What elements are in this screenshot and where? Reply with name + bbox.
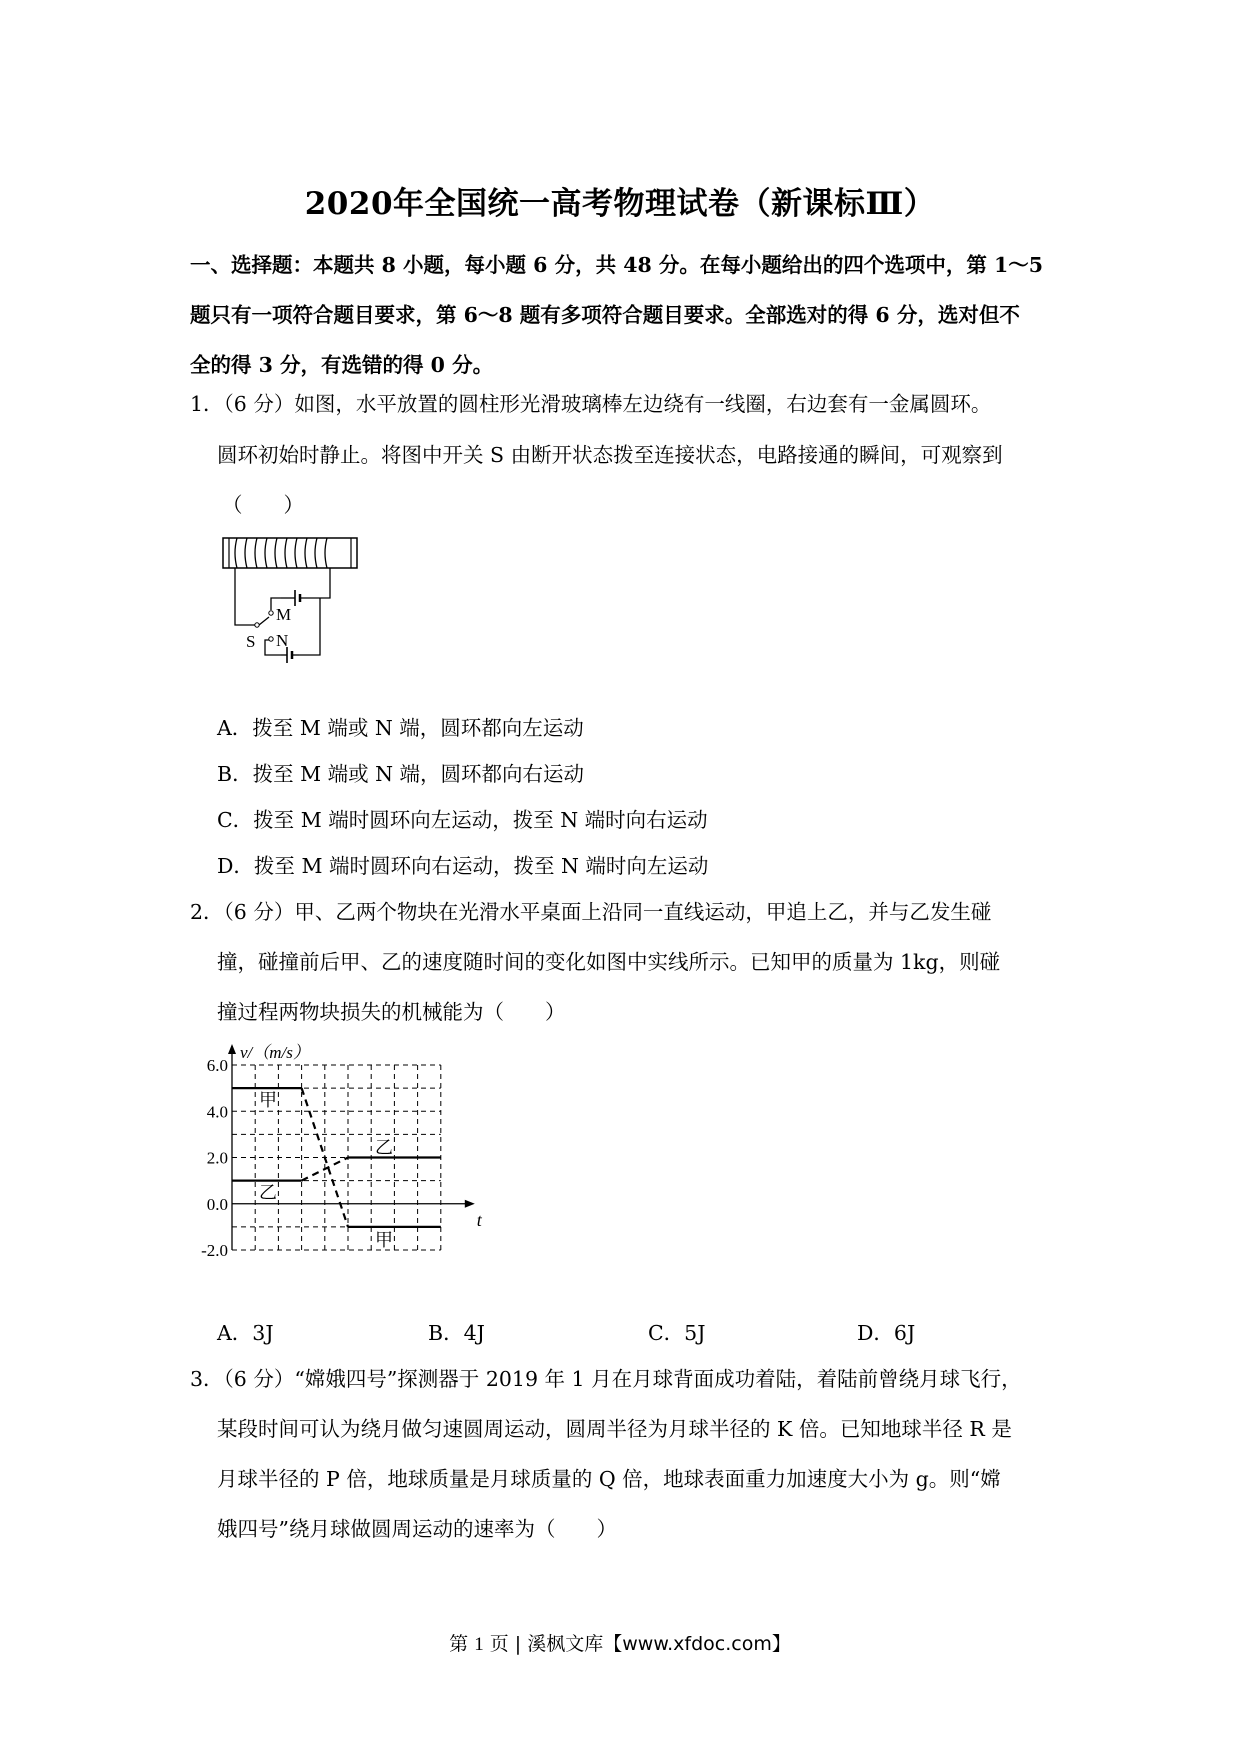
y-axis-label: v/（m/s）	[240, 1043, 310, 1062]
instruction-line: 一、选择题：本题共 8 小题，每小题 6 分，共 48 分。在每小题给出的四个选项中，第 1～5	[190, 253, 1044, 277]
switch-pivot	[255, 623, 259, 627]
q2-option-c[interactable]: C．5J	[648, 1321, 706, 1345]
q2-velocity-time-chart	[201, 1040, 540, 1300]
y-tick-label: 4.0	[206, 1102, 228, 1122]
x-axis-arrow	[465, 1200, 475, 1208]
q1-stem: 圆环初始时静止。将图中开关 S 由断开状态拨至连接状态，电路接通的瞬间，可观察到	[217, 443, 1003, 467]
battery-m	[281, 590, 320, 606]
q2-option-b[interactable]: B．4J	[428, 1321, 485, 1345]
footer-page-prefix: 第	[449, 1633, 469, 1655]
q1-stem: 1．（6 分）如图，水平放置的圆柱形光滑玻璃棒左边绕有一线圈，右边套有一金属圆环。	[190, 392, 992, 416]
q1-option-a[interactable]: A．拨至 M 端或 N 端，圆环都向左运动	[217, 716, 584, 740]
q1-option-d[interactable]: D．拨至 M 端时圆环向右运动，拨至 N 端时向左运动	[217, 854, 709, 878]
terminal-n	[269, 637, 273, 641]
footer-separator: |	[514, 1633, 522, 1655]
coil	[235, 538, 327, 568]
q3-stem: 3．（6 分）“嫦娥四号”探测器于 2019 年 1 月在月球背面成功着陆，着陆前曾绕月球飞行，	[190, 1367, 1022, 1391]
y-tick-label: 2.0	[206, 1148, 228, 1168]
y-tick-label: 0.0	[206, 1194, 228, 1214]
chart-y-ticks	[201, 1056, 228, 1260]
q2-stem: 撞，碰撞前后甲、乙的速度随时间的变化如图中实线所示。已知甲的质量为 1kg，则碰	[217, 950, 1001, 974]
terminal-m	[269, 611, 273, 615]
chart-axes	[228, 1044, 475, 1250]
footer-page-suffix: 页	[489, 1633, 509, 1655]
series-label: 甲	[259, 1090, 277, 1111]
label-s: S	[246, 632, 256, 651]
q3-stem: 月球半径的 P 倍，地球质量是月球质量的 Q 倍，地球表面重力加速度大小为 g。则“嫦	[217, 1467, 1001, 1491]
q3-stem: 娥四号”绕月球做圆周运动的速率为（ ）	[217, 1517, 617, 1541]
q1-stem: （ ）	[222, 493, 304, 517]
instruction-line: 题只有一项符合题目要求，第 6～8 题有多项符合题目要求。全部选对的得 6 分，选对但不	[190, 303, 1020, 327]
series-label: 乙	[375, 1137, 393, 1158]
instruction-line: 全的得 3 分，有选错的得 0 分。	[190, 353, 494, 377]
q2-option-d[interactable]: D．6J	[857, 1321, 916, 1345]
series-label: 乙	[259, 1182, 277, 1203]
page-title: 2020年全国统一高考物理试卷（新课标Ⅲ）	[304, 186, 936, 222]
q2-stem: 撞过程两物块损失的机械能为（ ）	[217, 1000, 566, 1024]
q1-option-b[interactable]: B．拨至 M 端或 N 端，圆环都向右运动	[217, 762, 585, 786]
q1-option-c[interactable]: C．拨至 M 端时圆环向左运动，拨至 N 端时向右运动	[217, 808, 708, 832]
y-tick-label: -2.0	[201, 1241, 228, 1260]
x-axis-label: t	[476, 1209, 482, 1230]
y-axis-arrow	[228, 1044, 236, 1054]
q2-option-a[interactable]: A．3J	[217, 1321, 274, 1345]
glass-rod	[223, 538, 357, 568]
q3-stem: 某段时间可认为绕月做匀速圆周运动，圆周半径为月球半径的 K 倍。已知地球半径 R 是	[217, 1417, 1012, 1441]
q2-stem: 2．（6 分）甲、乙两个物块在光滑水平桌面上沿同一直线运动，甲追上乙，并与乙发生碰	[190, 900, 992, 924]
label-m: M	[276, 605, 292, 624]
chart-labels	[240, 1043, 483, 1250]
footer-page-number: 1	[474, 1634, 484, 1655]
q1-circuit-figure	[215, 530, 365, 670]
page-footer	[0, 1629, 1240, 1656]
label-n: N	[276, 631, 289, 650]
y-tick-label: 6.0	[206, 1056, 228, 1075]
section-instructions	[190, 240, 1070, 390]
footer-source-link[interactable]: 溪枫文库【www.xfdoc.com】	[527, 1633, 791, 1655]
series-label: 甲	[375, 1229, 393, 1250]
